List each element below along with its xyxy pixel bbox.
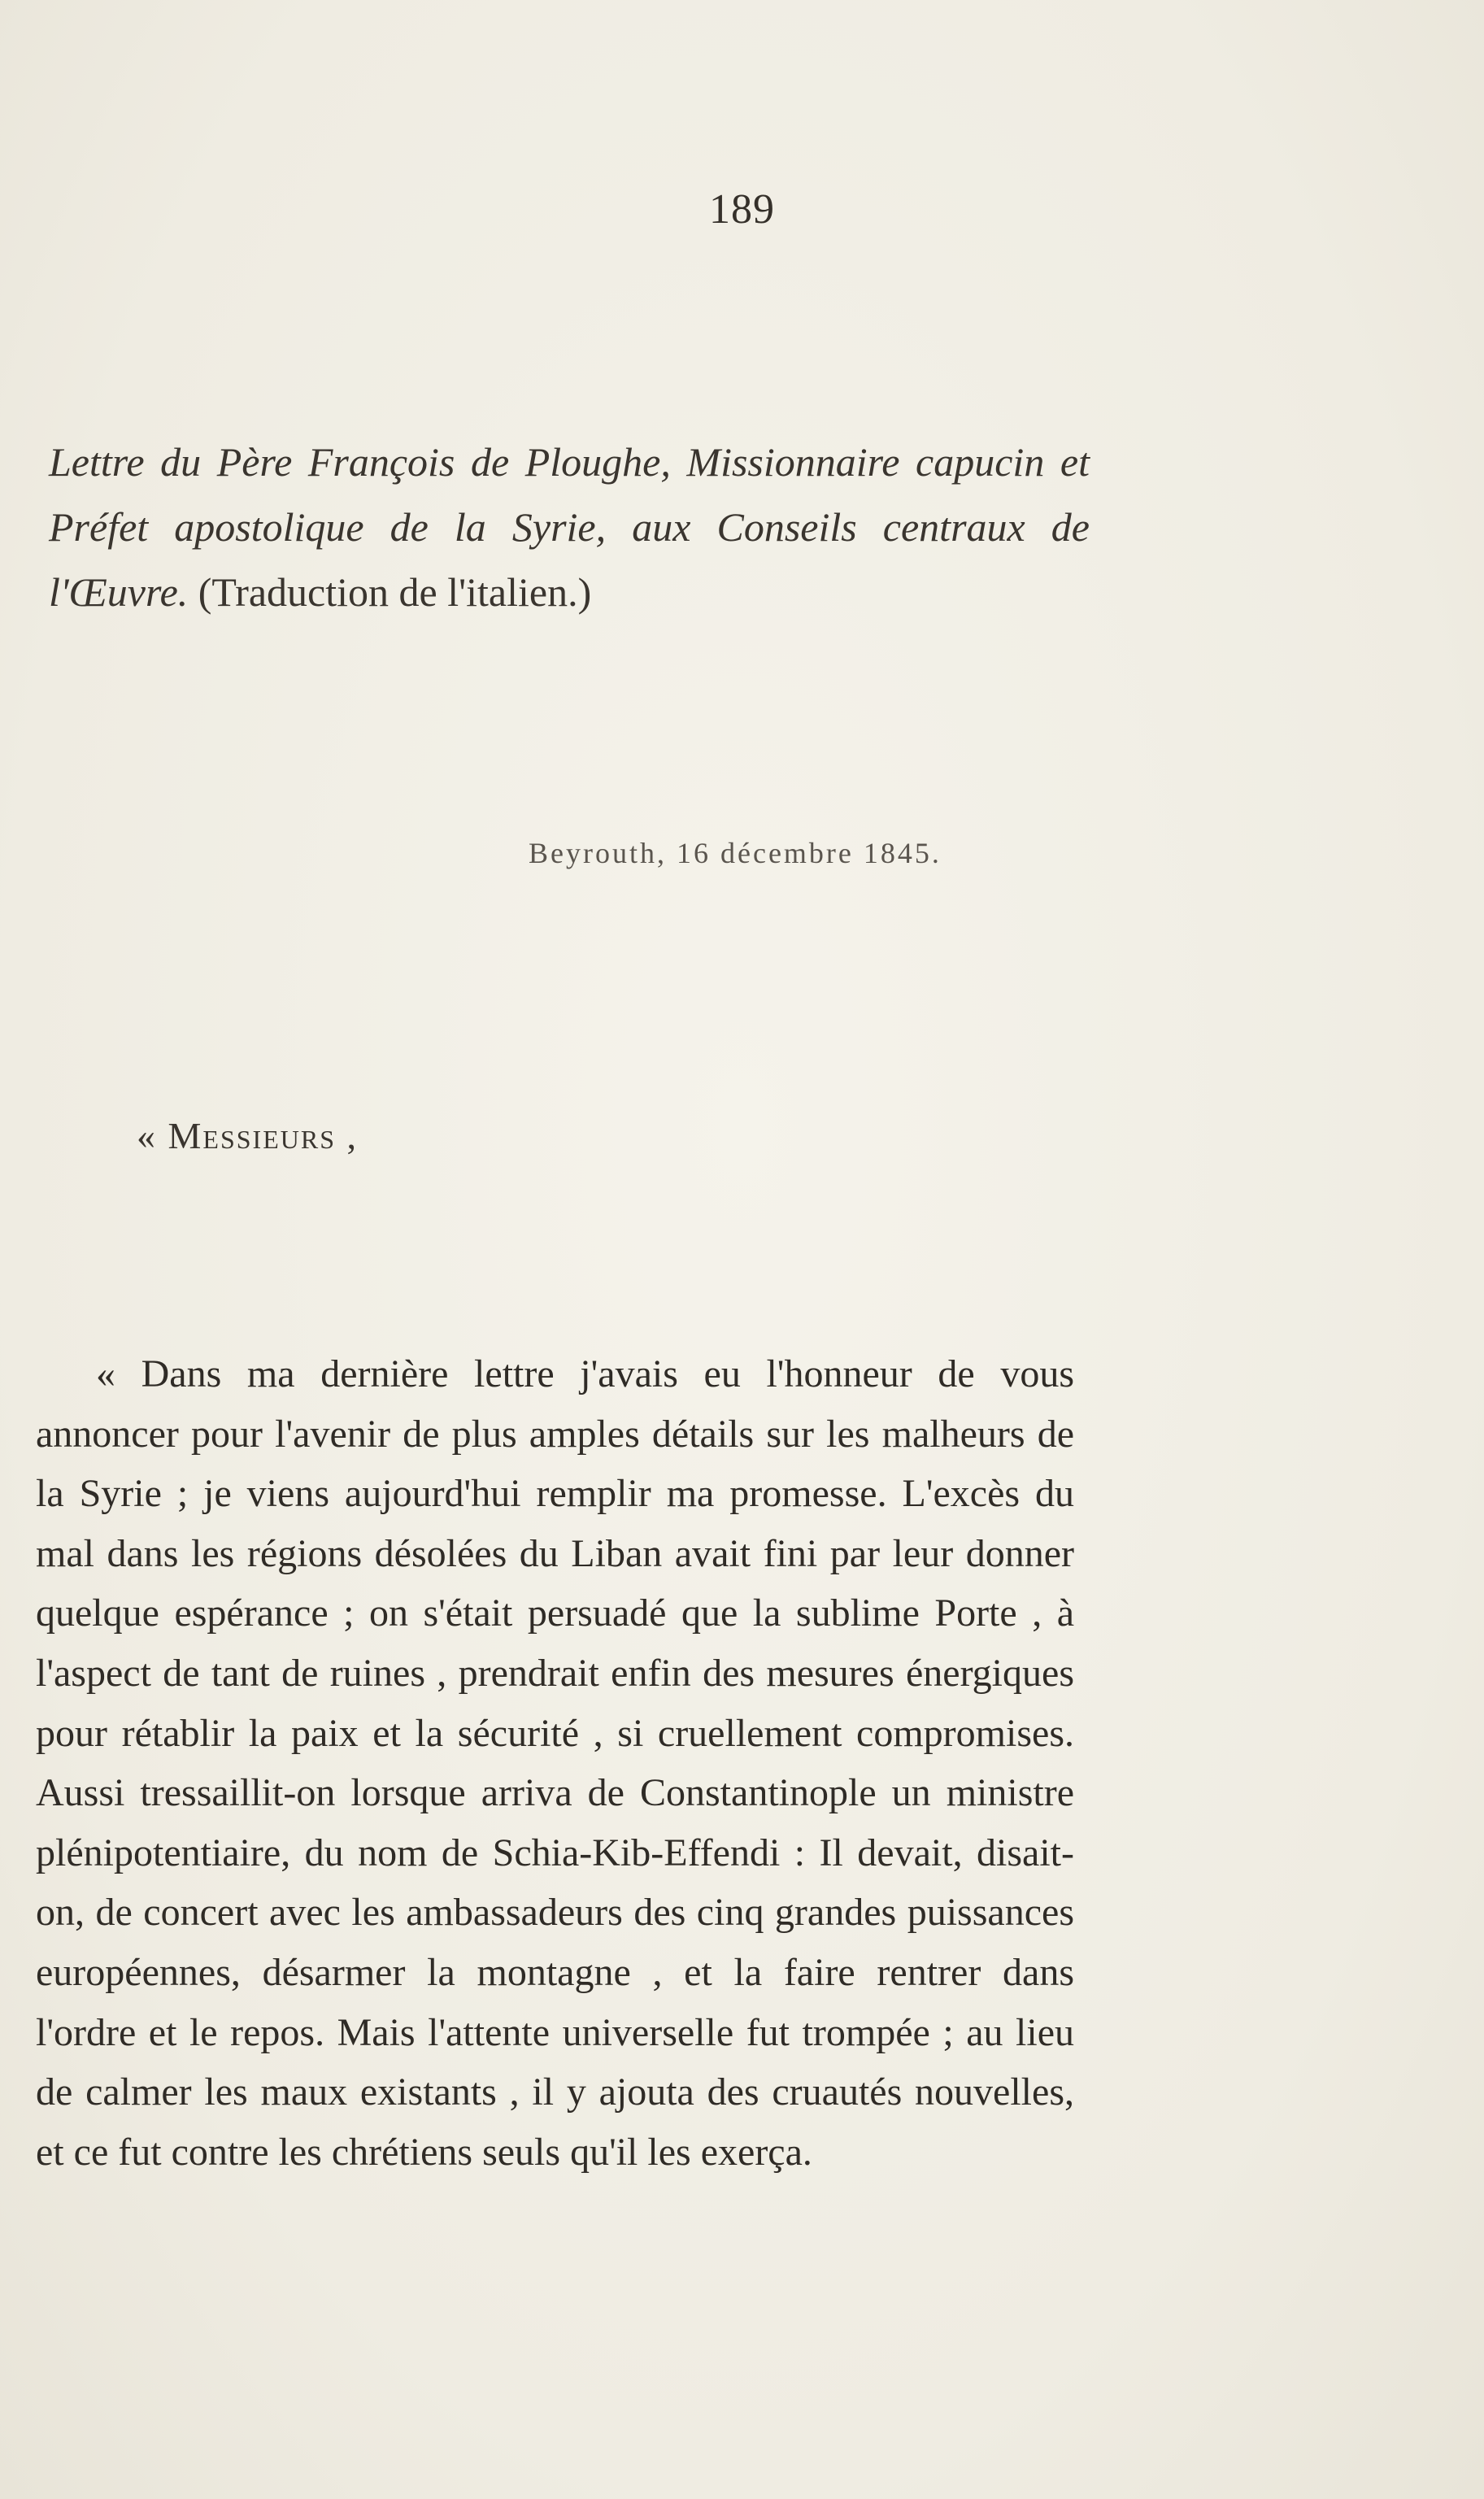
letter-title-italic: Lettre du Père François de Ploughe, Missionnaire capucin et Préfet apostolique de la Syrie, aux Conseils centraux de l'Œuvre. — [49, 439, 1090, 615]
salutation: « Messieurs , — [137, 1115, 358, 1156]
dateline: Beyrouth, 16 décembre 1845. — [529, 837, 942, 869]
letter-body — [36, 1344, 1074, 2182]
page-number: 189 — [709, 186, 775, 233]
letter-title-note: (Traduction de l'italien.) — [198, 569, 592, 615]
letter-title — [49, 429, 1090, 625]
letter-body-text: « Dans ma dernière lettre j'avais eu l'honneur de vous annoncer pour l'avenir de plus amples détails sur les malheurs de la Syrie ; je viens aujourd'hui remplir ma promesse. L'excès du mal dans les régions désolées du Liban avait fini par leur donner quelque espérance ; on s'était persuadé que la sublime Porte , à l'aspect de tant de ruines , prendrait enfin des mesures énergiques pour rétablir la paix et la sécurité , si cruellement compromises. Aussi tressaillit-on lorsque arriva de Constantinople un ministre plénipotentiaire, du nom de Schia-Kib-Effendi : Il devait, disait-on, de concert avec les ambassadeurs des cinq grandes puissances européennes, désarmer la montagne , et la faire rentrer dans l'ordre et le repos. Mais l'attente universelle fut trompée ; au lieu de calmer les maux existants , il y ajouta des cruautés nouvelles, et ce fut contre les chrétiens seuls qu'il les exerça. — [36, 1352, 1074, 2174]
